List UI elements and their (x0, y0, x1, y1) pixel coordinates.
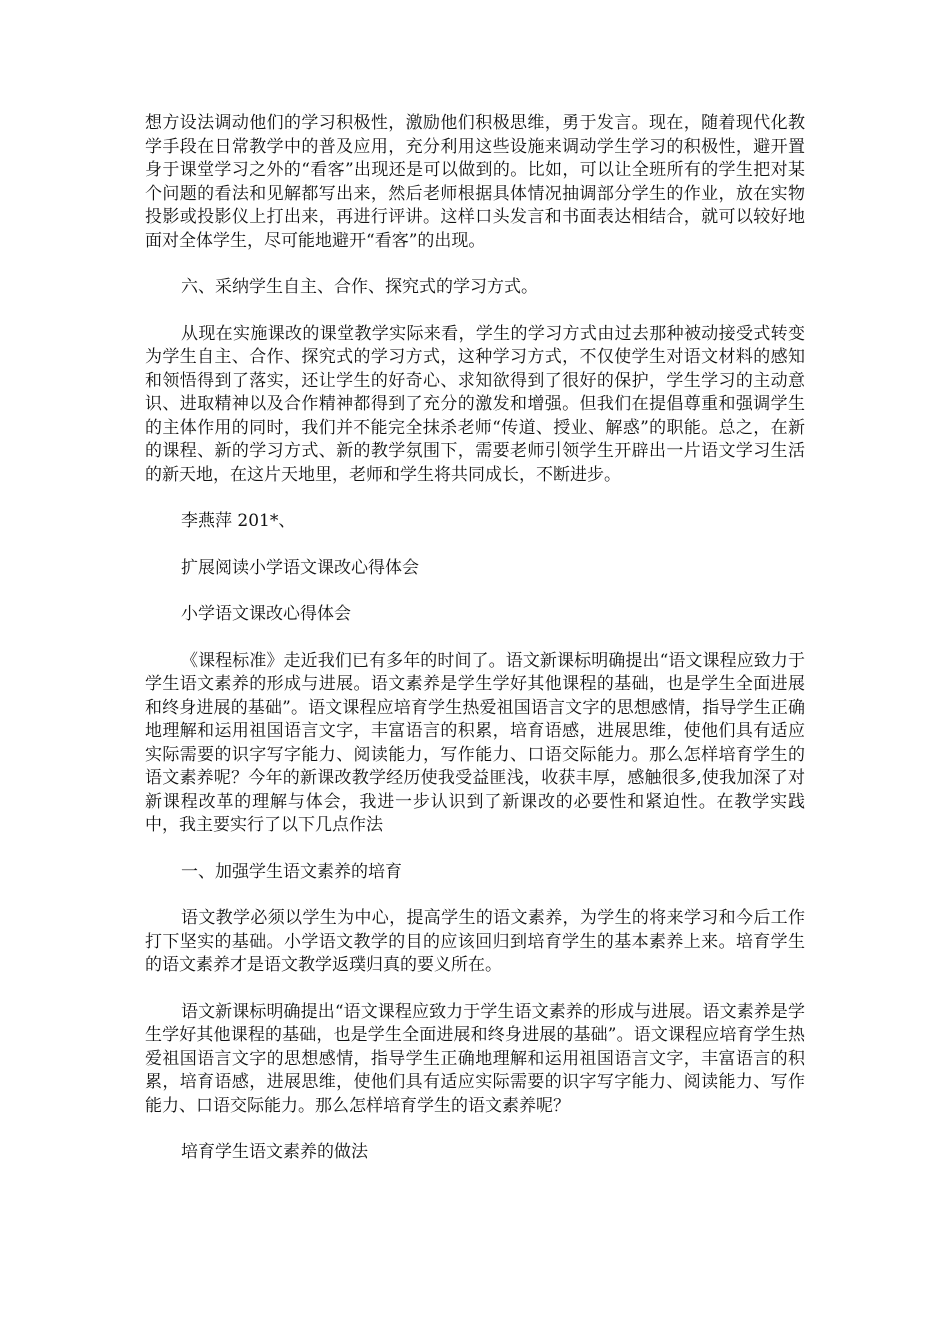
body-paragraph: 语文教学必须以学生为中心，提高学生的语文素养，为学生的将来学习和今后工作打下坚实的基础。小学语文教学的目的应该回归到培育学生的基本素养上来。培育学生的语文素养才是语文教学返璞归真的要义所在。 (145, 908, 805, 975)
body-paragraph: 语文新课标明确提出“语文课程应致力于学生语文素养的形成与进展。语文素养是学生学好其他课程的基础，也是学生全面进展和终身进展的基础”。语文课程应培育学生热爱祖国语言文字的思想感情，指导学生正确地理解和运用祖国语言文字，丰富语言的积累，培育语感，进展思维，使他们具有适应实际需要的识字写字能力、阅读能力、写作能力、口语交际能力。那么怎样培育学生的语文素养呢？ (145, 1001, 805, 1116)
document-page (145, 112, 805, 1188)
body-paragraph: 《课程标准》走近我们已有多年的时间了。语文新课标明确提出“语文课程应致力于学生语文素养的形成与进展。语文素养是学生学好其他课程的基础，也是学生全面进展和终身进展的基础”。语文课程应培育学生热爱祖国语言文字的思想感情，指导学生正确地理解和运用祖国语言文字，丰富语言的积累，培育语感，进展思维，使他们具有适应实际需要的识字写字能力、阅读能力，写作能力、口语交际能力。那么怎样培育学生的语文素养呢？今年的新课改教学经历使我受益匪浅，收获丰厚，感触很多,使我加深了对新课程改革的理解与体会，我进一步认识到了新课改的必要性和紧迫性。在教学实践中，我主要实行了以下几点作法 (145, 650, 805, 835)
section-heading: 培育学生语文素养的做法 (181, 1142, 368, 1162)
extended-reading-title: 扩展阅读小学语文课改心得体会 (181, 557, 419, 578)
body-paragraph: 从现在实施课改的课堂教学实际来看，学生的学习方式由过去那种被动接受式转变为学生自主、合作、探究式的学习方式，这种学习方式，不仅使学生对语文材料的感知和领悟得到了落实，还让学生的好奇心、求知欲得到了很好的保护，学生学习的主动意识、进取精神以及合作精神都得到了充分的激发和增强。但我们在提倡尊重和强调学生的主体作用的同时，我们并不能完全抹杀老师“传道、授业、解惑”的职能。总之，在新的课程、新的学习方式、新的教学氛围下，需要老师引领学生开辟出一片语文学习生活的新天地，在这片天地里，老师和学生将共同成长，不断进步。 (145, 323, 805, 485)
article-title: 小学语文课改心得体会 (181, 604, 351, 624)
author-signature: 李燕萍 201*、 (181, 511, 296, 531)
section-heading: 六、采纳学生自主、合作、探究式的学习方式。 (181, 277, 538, 297)
section-heading: 一、加强学生语文素养的培育 (181, 861, 402, 882)
body-paragraph: 想方设法调动他们的学习积极性，激励他们积极思维，勇于发言。现在，随着现代化教学手段在日常教学中的普及应用，充分利用这些设施来调动学生学习的积极性，避开置身于课堂学习之外的“看客”出现还是可以做到的。比如，可以让全班所有的学生把对某个问题的看法和见解都写出来，然后老师根据具体情况抽调部分学生的作业，放在实物投影或投影仪上打出来，再进行评讲。这样口头发言和书面表达相结合，就可以较好地面对全体学生，尽可能地避开“看客”的出现。 (145, 113, 805, 251)
